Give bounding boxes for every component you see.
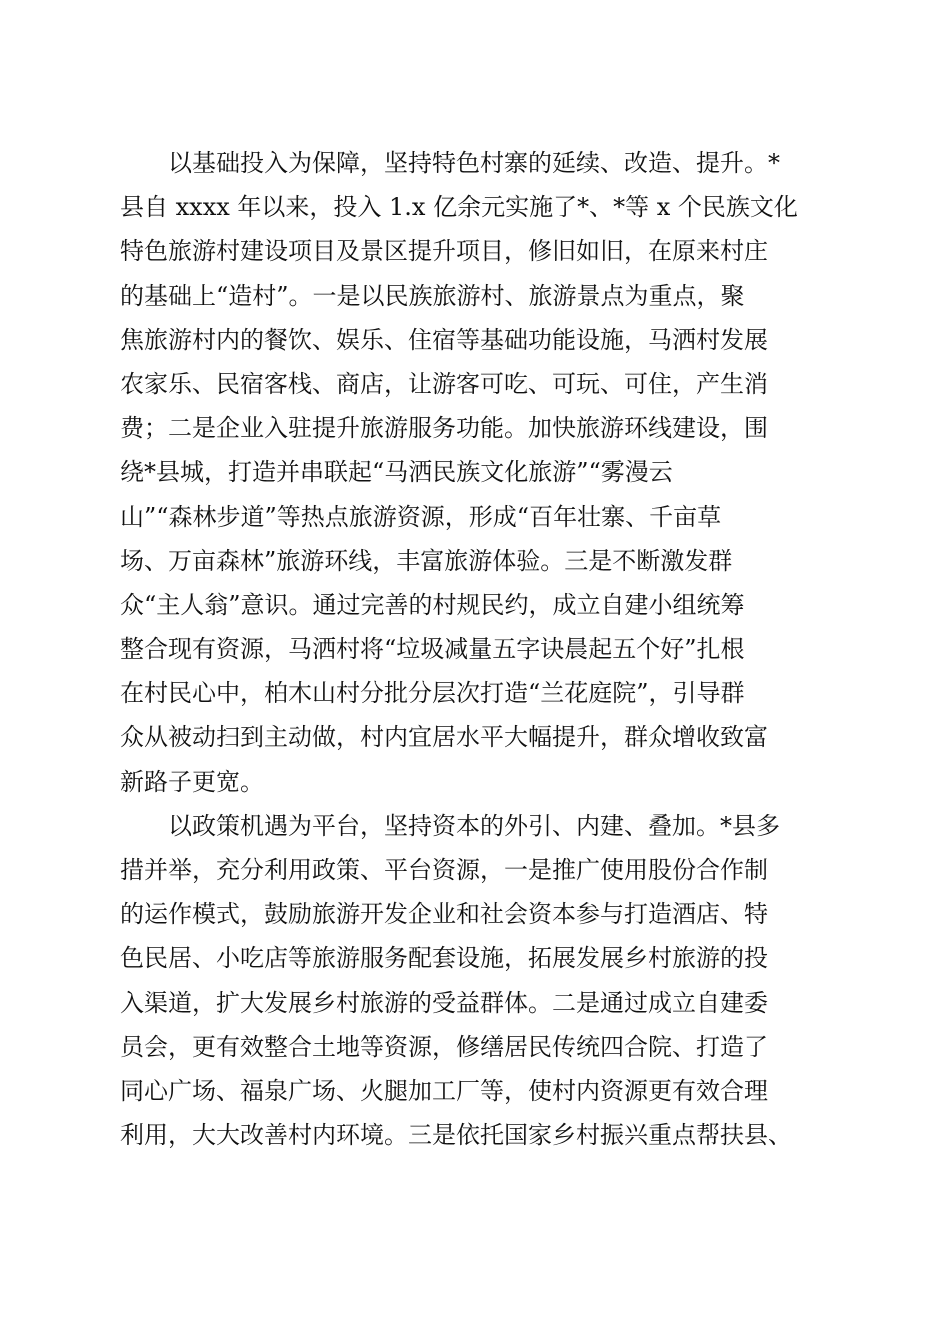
paragraph-line: 县自 xxxx 年以来，投入 1.x 亿余元实施了*、*等 x 个民族文化 (120, 193, 798, 222)
paragraph-line: 同心广场、福泉广场、火腿加工厂等，使村内资源更有效合理 (120, 1076, 768, 1105)
paragraph-infrastructure (120, 141, 830, 804)
paragraph-line: 焦旅游村内的餐饮、娱乐、住宿等基础功能设施，马洒村发展 (120, 325, 768, 354)
paragraph-line: 特色旅游村建设项目及景区提升项目，修旧如旧，在原来村庄 (120, 237, 768, 266)
paragraph-line: 绕*县城，打造并串联起“马洒民族文化旅游”“雾漫云 (120, 458, 673, 487)
paragraph-line: 的运作模式，鼓励旅游开发企业和社会资本参与打造酒店、特 (120, 900, 768, 929)
paragraph-line: 农家乐、民宿客栈、商店，让游客可吃、可玩、可住，产生消 (120, 369, 768, 398)
body-text (120, 141, 830, 1157)
paragraph-line: 以政策机遇为平台，坚持资本的外引、内建、叠加。*县多 (168, 811, 780, 840)
paragraph-line: 色民居、小吃店等旅游服务配套设施，拓展发展乡村旅游的投 (120, 944, 768, 973)
paragraph-line: 新路子更宽。 (120, 767, 264, 796)
paragraph-line: 以基础投入为保障，坚持特色村寨的延续、改造、提升。* (168, 149, 780, 177)
paragraph-line: 利用，大大改善村内环境。三是依托国家乡村振兴重点帮扶县、 (120, 1121, 792, 1150)
paragraph-line: 员会，更有效整合土地等资源，修缮居民传统四合院、打造了 (120, 1032, 768, 1061)
paragraph-line: 的基础上“造村”。一是以民族旅游村、旅游景点为重点，聚 (120, 281, 745, 310)
paragraph-line: 场、万亩森林”旅游环线，丰富旅游体验。三是不断激发群 (120, 546, 733, 575)
paragraph-line: 山”“森林步道”等热点旅游资源，形成“百年壮寨、千亩草 (120, 502, 722, 531)
paragraph-line: 众“主人翁”意识。通过完善的村规民约，成立自建小组统筹 (120, 590, 745, 619)
paragraph-line: 措并举，充分利用政策、平台资源，一是推广使用股份合作制 (120, 856, 768, 884)
paragraph-line: 整合现有资源，马洒村将“垃圾减量五字诀晨起五个好”扎根 (120, 635, 745, 664)
paragraph-policy (120, 804, 830, 1158)
paragraph-line: 众从被动扫到主动做，村内宜居水平大幅提升，群众增收致富 (120, 723, 768, 752)
paragraph-line: 费；二是企业入驻提升旅游服务功能。加快旅游环线建设，围 (120, 414, 768, 443)
paragraph-line: 入渠道，扩大发展乡村旅游的受益群体。二是通过成立自建委 (120, 988, 768, 1017)
paragraph-line: 在村民心中，柏木山村分批分层次打造“兰花庭院”，引导群 (120, 679, 745, 708)
